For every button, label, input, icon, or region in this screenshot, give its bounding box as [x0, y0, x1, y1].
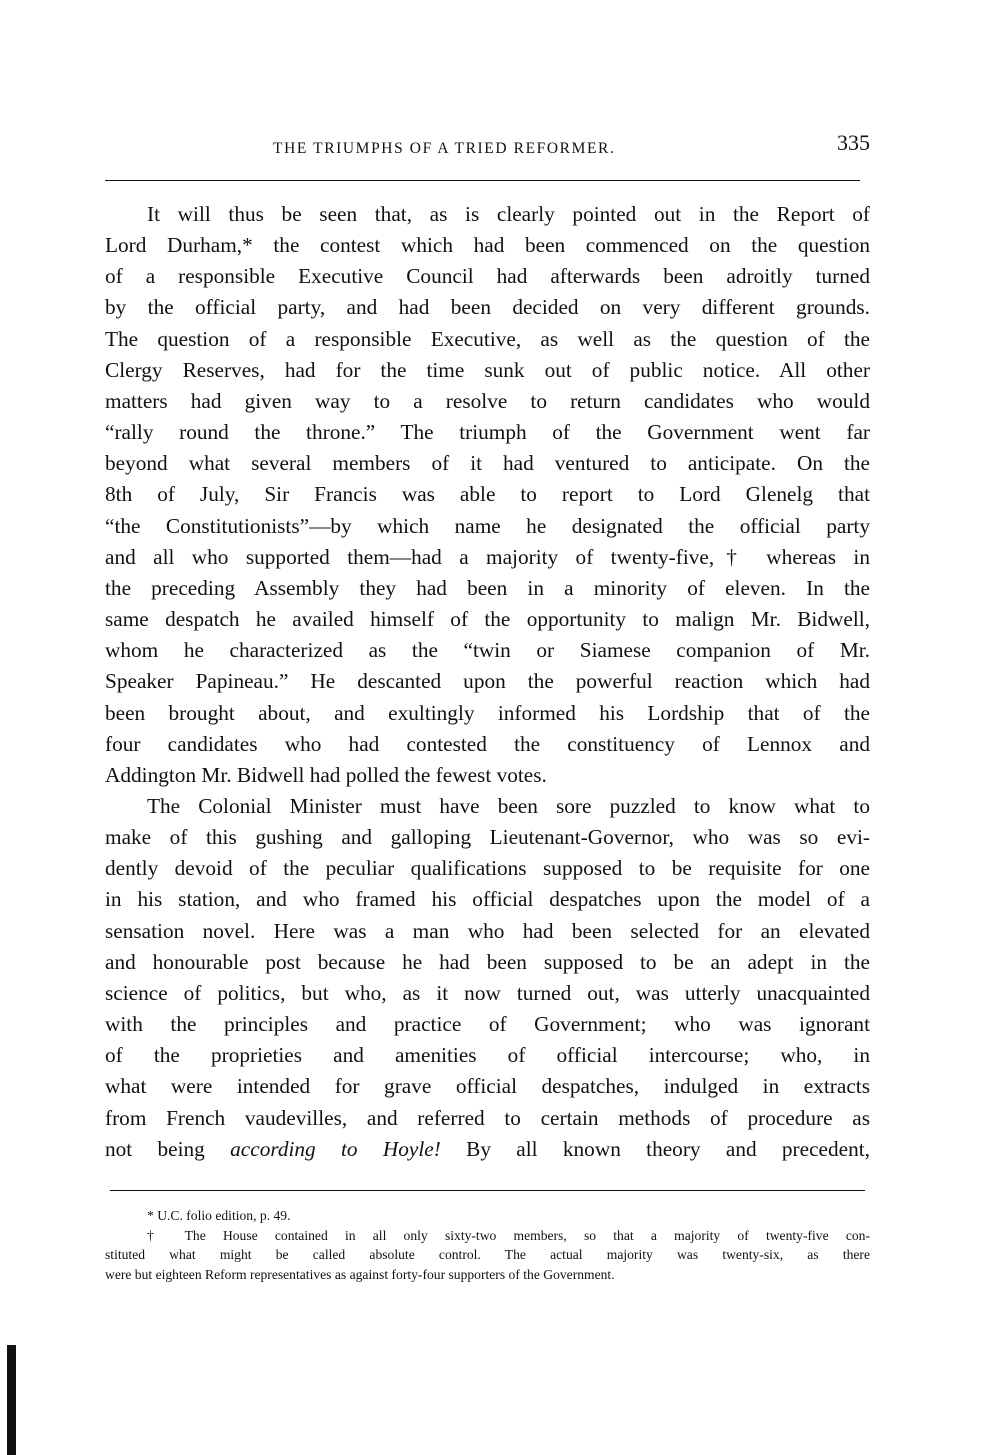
- footnote-line: stituted what might be called absolute control. The actual majority was twenty-six, as there: [105, 1247, 870, 1262]
- text-fragment: not being: [105, 1136, 231, 1161]
- scan-edge-mark: [7, 1345, 16, 1455]
- text-line: beyond what several members of it had ventured to anticipate. On the: [105, 451, 870, 476]
- footnote-rule: [110, 1190, 865, 1191]
- text-line: Addington Mr. Bidwell had polled the fewest votes.: [105, 762, 547, 787]
- footnote-1: [105, 1206, 870, 1226]
- text-line: sensation novel. Here was a man who had been selected for an elevated: [105, 918, 870, 943]
- footnote-2: [105, 1226, 870, 1285]
- page-header: [105, 130, 870, 162]
- text-line: dently devoid of the peculiar qualifications supposed to be requisite for one: [105, 856, 870, 881]
- text-fragment: By all known theory and precedent,: [440, 1136, 871, 1161]
- text-line: make of this gushing and galloping Lieutenant-Governor, who was so evi-: [105, 825, 870, 850]
- text-line: “the Constitutionists”—by which name he designated the official party: [105, 513, 870, 538]
- page-number: 335: [837, 130, 870, 155]
- text-line: science of politics, but who, as it now turned out, was utterly unacquainted: [105, 980, 870, 1005]
- text-line: The Colonial Minister must have been sore puzzled to know what to: [147, 793, 870, 818]
- text-line: “rally round the throne.” The triumph of the Government went far: [105, 420, 870, 445]
- footnotes: [105, 1206, 870, 1284]
- text-line: Clergy Reserves, had for the time sunk out of public notice. All other: [105, 357, 870, 382]
- footnote-line: were but eighteen Reform representatives as against forty-four supporters of the Government.: [105, 1266, 615, 1282]
- text-line: the preceding Assembly they had been in a minority of eleven. In the: [105, 575, 870, 600]
- footnote-line: * U.C. folio edition, p. 49.: [147, 1208, 291, 1223]
- text-line: from French vaudevilles, and referred to certain methods of procedure as: [105, 1105, 870, 1130]
- text-line: It will thus be seen that, as is clearly pointed out in the Report of: [147, 202, 870, 226]
- body-text: [105, 199, 870, 1165]
- paragraph-1: [105, 199, 870, 791]
- header-rule: [105, 180, 860, 181]
- text-line-last: [105, 1134, 870, 1165]
- text-line: whom he characterized as the “twin or Siamese companion of Mr.: [105, 638, 870, 663]
- text-line: The question of a responsible Executive, as well as the question of the: [105, 326, 870, 351]
- text-line: same despatch he availed himself of the opportunity to malign Mr. Bidwell,: [105, 607, 870, 632]
- text-line: of a responsible Executive Council had afterwards been adroitly turned: [105, 264, 870, 289]
- text-line: Speaker Papineau.” He descanted upon the powerful reaction which had: [105, 669, 870, 694]
- text-line: 8th of July, Sir Francis was able to report to Lord Glenelg that: [105, 482, 870, 507]
- text-line: in his station, and who framed his official despatches upon the model of a: [105, 887, 870, 912]
- footnote-line: † The House contained in all only sixty-two members, so that a majority of twenty-five con-: [147, 1227, 870, 1243]
- text-line: been brought about, and exultingly informed his Lordship that of the: [105, 700, 870, 725]
- paragraph-2: [105, 791, 870, 1165]
- text-line: with the principles and practice of Government; who was ignorant: [105, 1012, 870, 1037]
- text-line: and honourable post because he had been supposed to be an adept in the: [105, 949, 870, 974]
- running-head: THE TRIUMPHS OF A TRIED REFORMER.: [273, 140, 616, 157]
- text-line: what were intended for grave official despatches, indulged in extracts: [105, 1074, 870, 1099]
- text-line: four candidates who had contested the constituency of Lennox and: [105, 731, 870, 756]
- text-line: and all who supported them—had a majority of twenty-five,† whereas in: [105, 544, 870, 569]
- text-line: of the proprieties and amenities of official intercourse; who, in: [105, 1043, 870, 1068]
- text-line: by the official party, and had been decided on very different grounds.: [105, 295, 870, 320]
- text-line: matters had given way to a resolve to return candidates who would: [105, 388, 870, 413]
- text-line: Lord Durham,* the contest which had been commenced on the question: [105, 233, 870, 258]
- italic-phrase: according to Hoyle!: [230, 1136, 441, 1161]
